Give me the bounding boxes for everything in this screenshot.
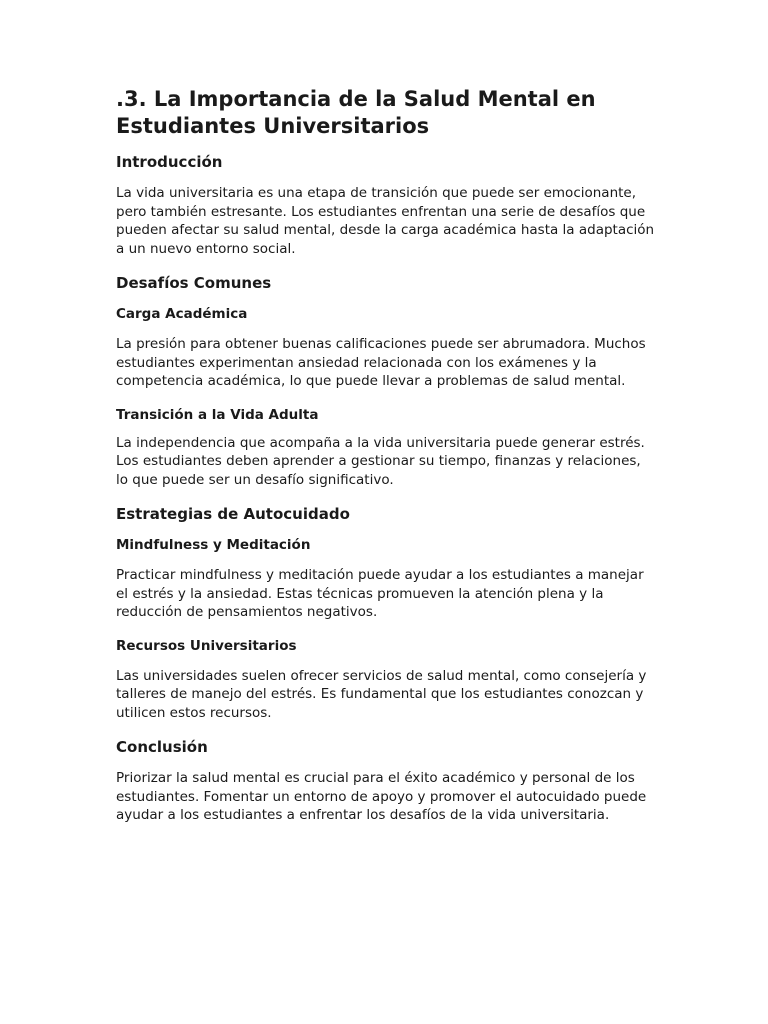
subsection-heading-transicion-vida-adulta: Transición a la Vida Adulta xyxy=(116,406,319,423)
paragraph-mindfulness-meditacion: Practicar mindfulness y meditación puede ayudar a los estudiantes a manejar el estrés y la ansiedad. Estas técnicas promueven la atención plena y la reducción de pensamientos negativos. xyxy=(116,567,644,620)
subsection-heading-recursos-universitarios: Recursos Universitarios xyxy=(116,637,297,654)
section-heading-desafios-comunes: Desafíos Comunes xyxy=(116,274,272,292)
subsection-heading-mindfulness-meditacion: Mindfulness y Meditación xyxy=(116,537,311,553)
paragraph-carga-academica: La presión para obtener buenas calificaciones puede ser abrumadora. Muchos estudiantes experimentan ansiedad relacionada con los exámenes y la competencia académica, lo que puede llevar a problemas de salud mental. xyxy=(116,336,646,389)
document-title: .3. La Importancia de la Salud Mental en Estudiantes Universitarios xyxy=(116,87,596,138)
subsection-heading-carga-academica: Carga Académica xyxy=(116,306,248,322)
section-heading-introduccion: Introducción xyxy=(116,153,223,171)
paragraph-transicion-vida-adulta: La independencia que acompaña a la vida universitaria puede generar estrés. Los estudiantes deben aprender a gestionar su tiempo, finanzas y relaciones, lo que puede ser un desafío significativo. xyxy=(116,434,645,488)
document-page xyxy=(116,86,656,840)
paragraph-introduccion: La vida universitaria es una etapa de transición que puede ser emocionante, pero también estresante. Los estudiantes enfrentan una serie de desafíos que pueden afectar su salud mental, desde la carga académica hasta la adaptación a un nuevo entorno social. xyxy=(116,185,655,257)
section-heading-conclusion: Conclusión xyxy=(116,738,208,756)
section-heading-estrategias-autocuidado: Estrategias de Autocuidado xyxy=(116,505,350,523)
paragraph-recursos-universitarios: Las universidades suelen ofrecer servicios de salud mental, como consejería y talleres de manejo del estrés. Es fundamental que los estudiantes conozcan y utilicen estos recursos. xyxy=(116,667,647,721)
paragraph-conclusion: Priorizar la salud mental es crucial para el éxito académico y personal de los estudiantes. Fomentar un entorno de apoyo y promover el autocuidado puede ayudar a los estudiantes a enfrentar los desafíos de la vida universitaria. xyxy=(116,770,647,823)
